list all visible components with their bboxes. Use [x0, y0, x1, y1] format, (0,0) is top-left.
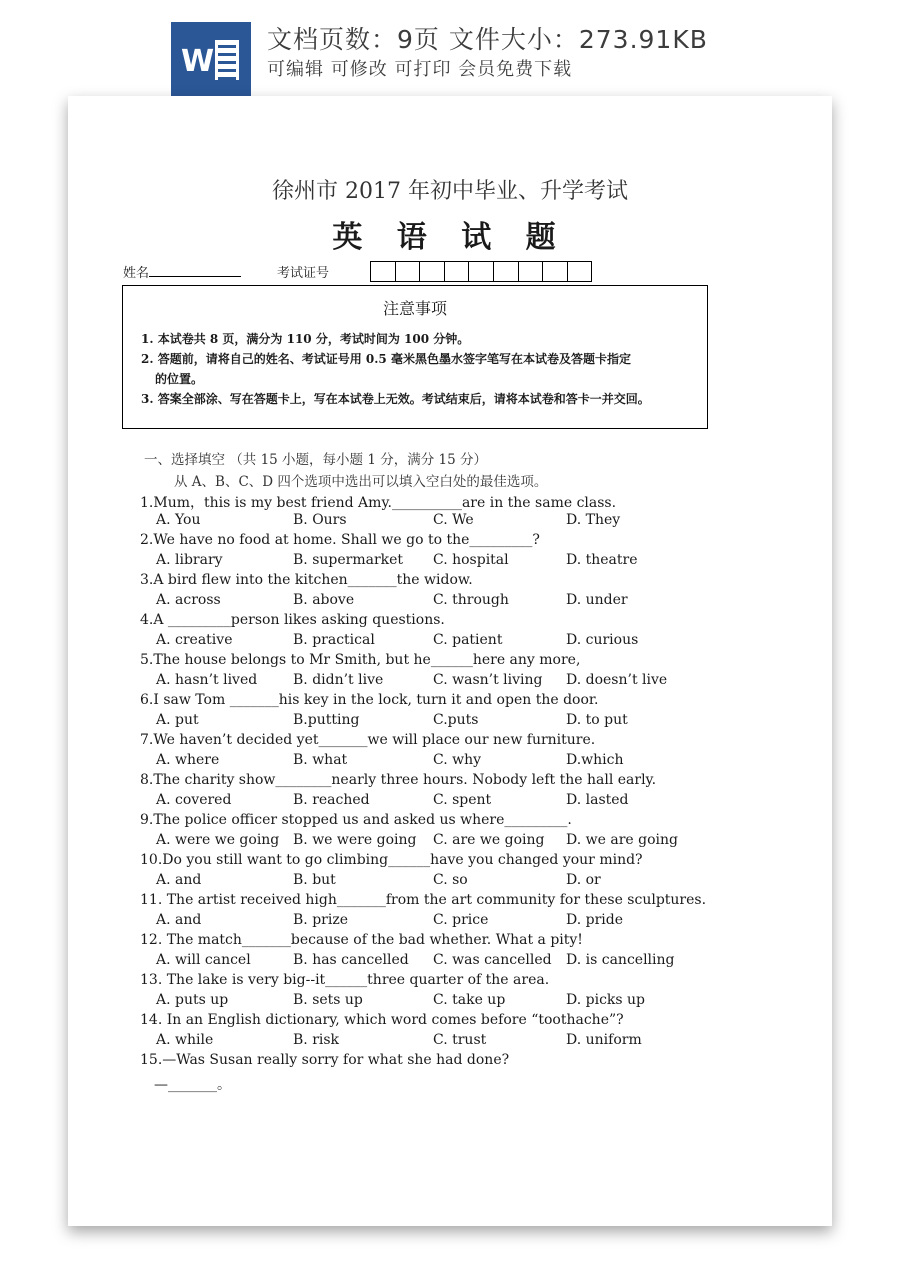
id-label: 考试证号	[277, 266, 330, 281]
answer-option: A. put	[156, 712, 199, 728]
question-text: 5.The house belongs to Mr Smith, but he______here any more,	[140, 652, 581, 668]
answer-option: C. so	[433, 872, 468, 888]
answer-option: C. spent	[433, 792, 492, 808]
notice-box	[122, 285, 708, 429]
question-text: 4.A _________person likes asking questions.	[140, 612, 445, 628]
answer-option: A. will cancel	[156, 952, 251, 968]
question-text: 14. In an English dictionary, which word comes before “toothache”?	[140, 1012, 624, 1028]
name-field	[123, 262, 241, 281]
answer-option: D. or	[566, 872, 601, 888]
answer-line: —_______。	[154, 1077, 231, 1093]
answer-option: B. above	[293, 592, 355, 608]
question-text: 2.We have no food at home. Shall we go to the_________?	[140, 532, 540, 548]
question-text: 6.I saw Tom _______his key in the lock, turn it and open the door.	[140, 692, 599, 708]
notice-item: 的位置。	[155, 372, 204, 386]
answer-option: B. we were going	[293, 832, 417, 848]
answer-option: D.which	[566, 752, 624, 768]
answer-option: C. price	[433, 912, 489, 928]
answer-option: C. why	[433, 752, 482, 768]
answer-option: D. we are going	[566, 832, 678, 848]
answer-option: B. risk	[293, 1032, 340, 1048]
notice-title: 注意事项	[382, 299, 447, 318]
answer-option: D. lasted	[566, 792, 629, 808]
doc-meta-pages-size: 文档页数：9页 文件大小：273.91KB	[267, 25, 708, 54]
answer-option: B. reached	[293, 792, 370, 808]
answer-option: C. take up	[433, 992, 506, 1008]
answer-option: A. covered	[156, 792, 232, 808]
answer-option: D. picks up	[566, 992, 646, 1008]
answer-option: C. patient	[433, 632, 503, 648]
word-doc-icon	[171, 22, 251, 96]
answer-option: B. Ours	[293, 512, 347, 528]
doc-meta-features: 可编辑 可修改 可打印 会员免费下载	[267, 59, 573, 80]
answer-option: B. supermarket	[293, 552, 404, 568]
exam-subject: 英 语 试 题	[332, 220, 568, 255]
answer-option: D. They	[566, 512, 621, 528]
answer-option: C. through	[433, 592, 509, 608]
answer-option: C. are we going	[433, 832, 545, 848]
answer-option: C. hospital	[433, 552, 509, 568]
answer-option: B.putting	[293, 712, 360, 728]
answer-option: A. and	[156, 912, 202, 928]
answer-option: C.puts	[433, 712, 479, 728]
answer-option: B. didn’t live	[293, 672, 384, 688]
exam-title: 徐州市 2017 年初中毕业、升学考试	[272, 179, 628, 204]
answer-option: D. doesn’t live	[566, 672, 668, 688]
answer-option: D. is cancelling	[566, 952, 675, 968]
notice-item: 1. 本试卷共 8 页，满分为 110 分，考试时间为 100 分钟。	[141, 332, 470, 346]
answer-option: A. and	[156, 872, 202, 888]
answer-option: A. were we going	[156, 832, 280, 848]
answer-option: B. practical	[293, 632, 375, 648]
id-number-boxes	[370, 261, 592, 282]
answer-option: A. library	[156, 552, 223, 568]
name-blank	[149, 265, 241, 277]
section-title: 一、选择填空 （共 15 小题，每小题 1 分，满分 15 分）	[144, 452, 487, 468]
answer-option: D. under	[566, 592, 628, 608]
answer-option: D. to put	[566, 712, 628, 728]
answer-option: D. theatre	[566, 552, 638, 568]
answer-option: D. uniform	[566, 1032, 642, 1048]
section-instruction: 从 A、B、C、D 四个选项中选出可以填入空白处的最佳选项。	[174, 474, 548, 490]
answer-option: A. You	[156, 512, 201, 528]
question-text: 11. The artist received high_______from the art community for these sculptures.	[140, 892, 707, 908]
answer-option: A. creative	[156, 632, 233, 648]
answer-option: A. hasn’t lived	[156, 672, 258, 688]
question-text: 12. The match_______because of the bad whether. What a pity!	[140, 932, 583, 948]
answer-option: A. across	[156, 592, 221, 608]
question-text: 8.The charity show________nearly three hours. Nobody left the hall early.	[140, 772, 657, 788]
answer-option: B. but	[293, 872, 336, 888]
answer-option: A. puts up	[156, 992, 229, 1008]
question-text: 13. The lake is very big--it______three quarter of the area.	[140, 972, 550, 988]
answer-option: B. sets up	[293, 992, 363, 1008]
answer-option: A. where	[156, 752, 220, 768]
question-text: 3.A bird flew into the kitchen_______the widow.	[140, 572, 473, 588]
question-text: 1.Mum，this is my best friend Amy.__________are in the same class.	[140, 495, 617, 511]
question-text: 10.Do you still want to go climbing______have you changed your mind?	[140, 852, 643, 868]
notice-item: 2. 答题前，请将自己的姓名、考试证号用 0.5 毫米黑色墨水签字笔写在本试卷及答题卡指定	[141, 352, 631, 366]
doc-lines-icon	[215, 40, 239, 80]
answer-option: C. wasn’t living	[433, 672, 543, 688]
answer-option: D. curious	[566, 632, 639, 648]
answer-option: C. was cancelled	[433, 952, 552, 968]
answer-option: C. trust	[433, 1032, 487, 1048]
word-icon-letter: W	[181, 44, 215, 79]
question-text: 9.The police officer stopped us and asked us where_________.	[140, 812, 572, 828]
notice-item: 3. 答案全部涂、写在答题卡上，写在本试卷上无效。考试结束后，请将本试卷和答卡一并交回。	[141, 392, 650, 406]
answer-option: B. prize	[293, 912, 348, 928]
download-banner	[0, 0, 900, 96]
answer-option: D. pride	[566, 912, 624, 928]
question-text: 7.We haven’t decided yet_______we will place our new furniture.	[140, 732, 596, 748]
question-text: 15.—Was Susan really sorry for what she had done?	[140, 1052, 510, 1068]
answer-option: C. We	[433, 512, 474, 528]
answer-option: B. has cancelled	[293, 952, 409, 968]
document-page	[68, 96, 832, 1226]
name-label: 姓名	[123, 266, 150, 281]
answer-option: B. what	[293, 752, 348, 768]
answer-option: A. while	[156, 1032, 214, 1048]
